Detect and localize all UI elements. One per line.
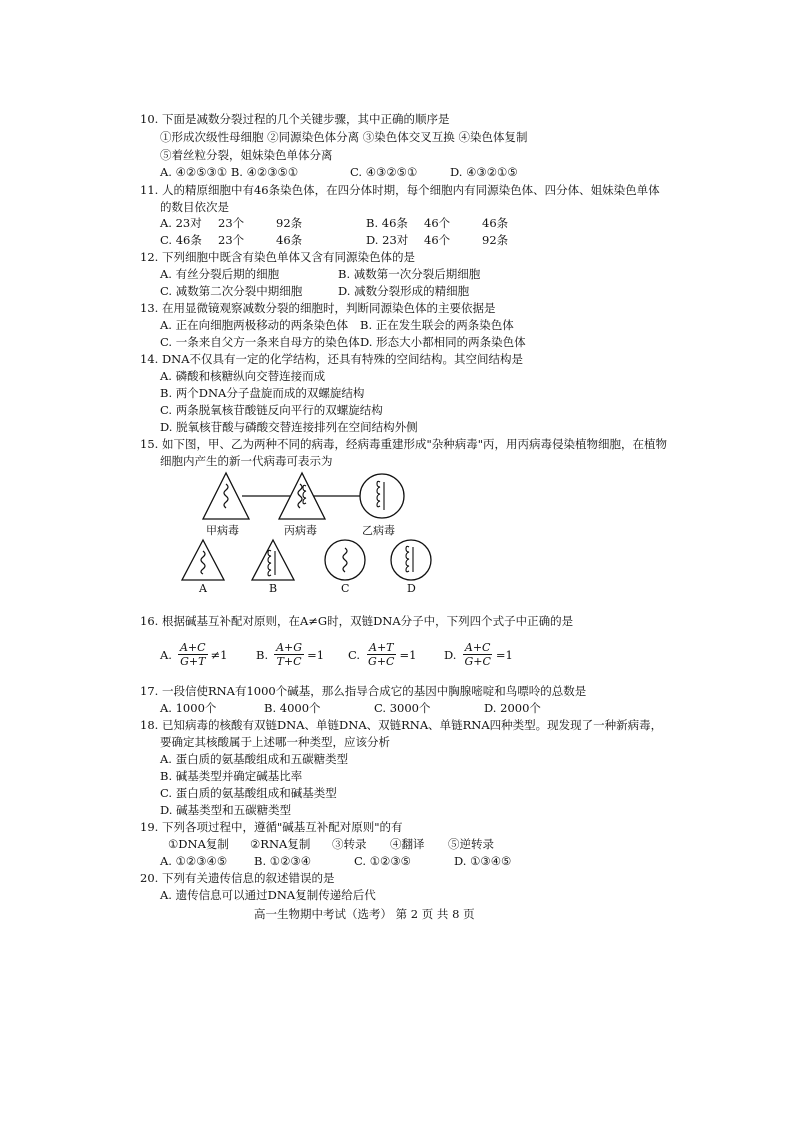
- q16-c-fraction: [366, 641, 396, 668]
- q16-b-den: T+C: [276, 655, 302, 668]
- q19-steps: [168, 837, 494, 851]
- q17-option-c: C. 3000个: [374, 701, 431, 715]
- q13-row-cd: [160, 335, 526, 349]
- q16-d-label: D.: [444, 647, 457, 662]
- q18-stem: 18. 已知病毒的核酸有双链DNA、单链DNA、双链RNA、单链RNA四种类型。现发现了一种新病毒，: [140, 718, 663, 732]
- label-virus-yi: 乙病毒: [362, 524, 395, 537]
- q19-option-a: A. ①②③④⑤: [160, 854, 228, 868]
- q16-a-label: A.: [160, 647, 172, 662]
- virus-reconstruction-figure: [200, 470, 440, 522]
- q16-b-rel: =1: [307, 647, 325, 662]
- q16-option-d: [444, 641, 513, 668]
- q11-a-1: A. 23对: [160, 216, 202, 230]
- q19-option-c: C. ①②③⑤: [354, 854, 411, 868]
- q16-d-num: A+C: [464, 641, 491, 654]
- q11-stem: 11. 人的精原细胞中有46条染色体，在四分体时期，每个细胞内有同源染色体、四分体、姐妹染色单体: [140, 183, 660, 197]
- q10-option-d: D. ④③②①⑤: [450, 165, 518, 179]
- q13-option-c: C. 一条来自父方一条来自母方的染色体: [160, 335, 360, 349]
- q10-stem: 10. 下面是减数分裂过程的几个关键步骤，其中正确的顺序是: [140, 112, 450, 126]
- q18-option-d: D. 碱基类型和五碳糖类型: [160, 803, 292, 817]
- q16-b-label: B.: [256, 647, 269, 662]
- q19-step-1: ①DNA复制: [168, 837, 229, 851]
- q16-option-a: [160, 641, 228, 668]
- q14-option-b: B. 两个DNA分子盘旋而成的双螺旋结构: [160, 386, 365, 400]
- q11-c-3: 46条: [276, 233, 303, 247]
- q16-d-rel: =1: [495, 647, 513, 662]
- q16-c-num: A+T: [369, 641, 394, 654]
- q13-option-d: D. 形态大小都相同的两条染色体: [360, 335, 526, 349]
- q15-stem-cont: 细胞内产生的新一代病毒可表示为: [160, 454, 333, 468]
- q11-a-3: 92条: [276, 216, 303, 230]
- q15-choice-c-figure: [322, 538, 368, 582]
- q10-options: [160, 165, 518, 179]
- q15-choice-d-label: D: [407, 582, 416, 595]
- q10-option-ab: A. ④②⑤③① B. ④②③⑤①: [160, 165, 299, 179]
- q19-step-2: ②RNA复制: [250, 837, 311, 851]
- q18-stem-cont: 要确定其核酸属于上述哪一种类型，应该分析: [160, 735, 390, 749]
- q14-option-a: A. 磷酸和核糖纵向交替连接而成: [160, 369, 326, 383]
- q16-c-rel: =1: [399, 647, 417, 662]
- q11-b-3: 46条: [482, 216, 509, 230]
- q12-stem: 12. 下列细胞中既含有染色单体又含有同源染色体的是: [140, 250, 415, 264]
- q16-a-den: G+T: [180, 655, 206, 668]
- q16-option-c: [348, 641, 416, 668]
- q16-a-num: A+C: [179, 641, 206, 654]
- q19-option-b: B. ①②③④: [254, 854, 312, 868]
- q15-choice-d-figure: [388, 538, 434, 582]
- q16-stem: 16. 根据碱基互补配对原则，在A≠G时，双链DNA分子中，下列四个式子中正确的是: [140, 614, 574, 628]
- q18-option-a: A. 蛋白质的氨基酸组成和五碳糖类型: [160, 752, 349, 766]
- q10-steps-line2: ⑤着丝粒分裂，姐妹染色单体分离: [160, 148, 333, 162]
- label-virus-bing: 丙病毒: [284, 524, 317, 537]
- q19-option-d: D. ①③④⑤: [454, 854, 512, 868]
- q16-a-fraction: [178, 641, 208, 668]
- q19-options: [160, 854, 511, 868]
- q11-d-1: D. 23对: [366, 233, 409, 247]
- q19-step-3: ③转录: [332, 837, 367, 851]
- q14-option-d: D. 脱氧核苷酸与磷酸交替连接排列在空间结构外侧: [160, 420, 418, 434]
- q16-c-label: C.: [348, 647, 361, 662]
- q15-stem: 15. 如下图，甲、乙为两种不同的病毒，经病毒重建形成"杂种病毒"丙，用丙病毒侵染植物细胞，在植物: [140, 437, 668, 451]
- q16-b-num: A+G: [276, 641, 303, 654]
- q17-option-a: A. 1000个: [160, 701, 217, 715]
- q11-row-cd: [160, 233, 508, 247]
- q11-d-3: 92条: [482, 233, 509, 247]
- q17-stem: 17. 一段信使RNA有1000个碱基，那么指导合成它的基因中胸腺嘧啶和鸟嘌呤的总数是: [140, 684, 587, 698]
- q19-step-5: ⑤逆转录: [448, 837, 494, 851]
- q12-option-b: B. 减数第一次分裂后期细胞: [338, 267, 481, 281]
- q11-b-1: B. 46条: [366, 216, 408, 230]
- q11-row-ab: [160, 216, 508, 230]
- q20-option-a: A. 遗传信息可以通过DNA复制传递给后代: [160, 888, 376, 902]
- q16-option-b: [256, 641, 324, 668]
- q10-option-c: C. ④③②⑤①: [350, 165, 418, 179]
- q19-step-4: ④翻译: [390, 837, 425, 851]
- q17-option-b: B. 4000个: [264, 701, 321, 715]
- q12-row-ab: [160, 267, 480, 281]
- q16-c-den: G+C: [368, 655, 395, 668]
- q17-options: [160, 701, 541, 715]
- q10-steps-line1: ①形成次级性母细胞 ②同源染色体分离 ③染色体交叉互换 ④染色体复制: [160, 130, 528, 144]
- q12-option-d: D. 减数分裂形成的精细胞: [338, 284, 470, 298]
- q13-row-ab: [160, 318, 514, 332]
- q18-option-b: B. 碱基类型并确定碱基比率: [160, 769, 303, 783]
- q15-choice-a-label: A: [199, 582, 207, 595]
- q11-c-1: C. 46条: [160, 233, 202, 247]
- q13-stem: 13. 在用显微镜观察减数分裂的细胞时，判断同源染色体的主要依据是: [140, 301, 496, 315]
- q12-option-a: A. 有丝分裂后期的细胞: [160, 267, 280, 281]
- q11-b-2: 46个: [424, 216, 451, 230]
- q11-d-2: 46个: [424, 233, 451, 247]
- q15-choice-b-label: B: [269, 582, 278, 595]
- q11-c-2: 23个: [218, 233, 245, 247]
- q16-a-rel: ≠1: [210, 647, 228, 662]
- q14-option-c: C. 两条脱氧核苷酸链反向平行的双螺旋结构: [160, 403, 383, 417]
- q16-d-den: G+C: [464, 655, 491, 668]
- page-footer: 高一生物期中考试（选考） 第 2 页 共 8 页: [254, 907, 475, 921]
- q13-option-b: B. 正在发生联会的两条染色体: [360, 318, 514, 332]
- q15-choice-c-label: C: [341, 582, 350, 595]
- q16-b-fraction: [274, 641, 304, 668]
- q12-row-cd: [160, 284, 469, 298]
- q16-d-fraction: [462, 641, 492, 668]
- q18-option-c: C. 蛋白质的氨基酸组成和碱基类型: [160, 786, 337, 800]
- q15-choice-b-figure: [250, 538, 296, 582]
- q15-choice-a-figure: [180, 538, 226, 582]
- q11-a-2: 23个: [218, 216, 245, 230]
- q17-option-d: D. 2000个: [484, 701, 541, 715]
- label-virus-jia: 甲病毒: [206, 524, 239, 537]
- q13-option-a: A. 正在向细胞两极移动的两条染色体: [160, 318, 349, 332]
- q19-stem: 19. 下列各项过程中，遵循"碱基互补配对原则"的有: [140, 820, 403, 834]
- q11-stem-cont: 的数目依次是: [160, 200, 229, 214]
- q14-stem: 14. DNA不仅具有一定的化学结构，还具有特殊的空间结构。其空间结构是: [140, 352, 524, 366]
- q20-stem: 20. 下列有关遗传信息的叙述错误的是: [140, 871, 335, 885]
- q12-option-c: C. 减数第二次分裂中期细胞: [160, 284, 303, 298]
